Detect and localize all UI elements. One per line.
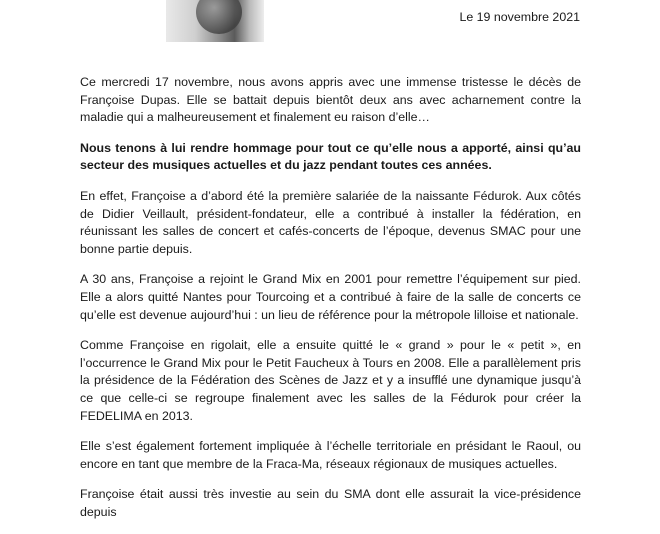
paragraph-tribute: Nous tenons à lui rendre hommage pour tout ce qu’elle nous a apporté, ainsi qu’au secteur des musiques actuelles et du jazz pendant toutes ces années.: [80, 140, 581, 173]
paragraph-territorial: Elle s’est également fortement impliquée à l’échelle territoriale en présidant le Raoul, ou encore en tant que membre de la Fraca-Ma, réseaux régionaux de musiques actuelles.: [80, 439, 581, 471]
paragraph-grand-mix: A 30 ans, Françoise a rejoint le Grand Mix en 2001 pour remettre l’équipement sur pied. Elle a alors quitté Nantes pour Tourcoing et a contribué à faire de la salle de concerts ce qu’elle est devenue aujourd’hui : un lieu de référence pour la métropole lilloise et nationale.: [80, 272, 581, 322]
letter-date: Le 19 novembre 2021: [459, 10, 580, 24]
photo-shadow-shape: [196, 0, 242, 34]
portrait-photo: [166, 0, 264, 42]
letter-body: [80, 74, 581, 534]
paragraph-intro: Ce mercredi 17 novembre, nous avons appris avec une immense tristesse le décès de Françoise Dupas. Elle se battait depuis bientôt deux ans avec acharnement contre la maladie qui a malheureusement et finalement eu raison d’elle…: [80, 75, 581, 125]
paragraph-sma: Françoise était aussi très investie au sein du SMA dont elle assurait la vice-présidence depuis: [80, 487, 581, 519]
paragraph-petit-faucheux: Comme Françoise en rigolait, elle a ensuite quitté le « grand » pour le « petit », en l’occurrence le Grand Mix pour le Petit Faucheux à Tours en 2008. Elle a parallèlement pris la présidence de la Fédération des Scènes de Jazz et y a insufflé une dynamique jusqu’à ce que celle-ci se regroupe finalement avec les salles de la Fédurok pour créer la FEDELIMA en 2013.: [80, 338, 581, 423]
paragraph-fedurok: En effet, Françoise a d’abord été la première salariée de la naissante Fédurok. Aux côtés de Didier Veillault, président-fondateur, elle a contribué à installer la fédération, en réunissant les salles de concert et cafés-concerts de l’époque, devenus SMAC pour une bonne partie depuis.: [80, 188, 581, 256]
